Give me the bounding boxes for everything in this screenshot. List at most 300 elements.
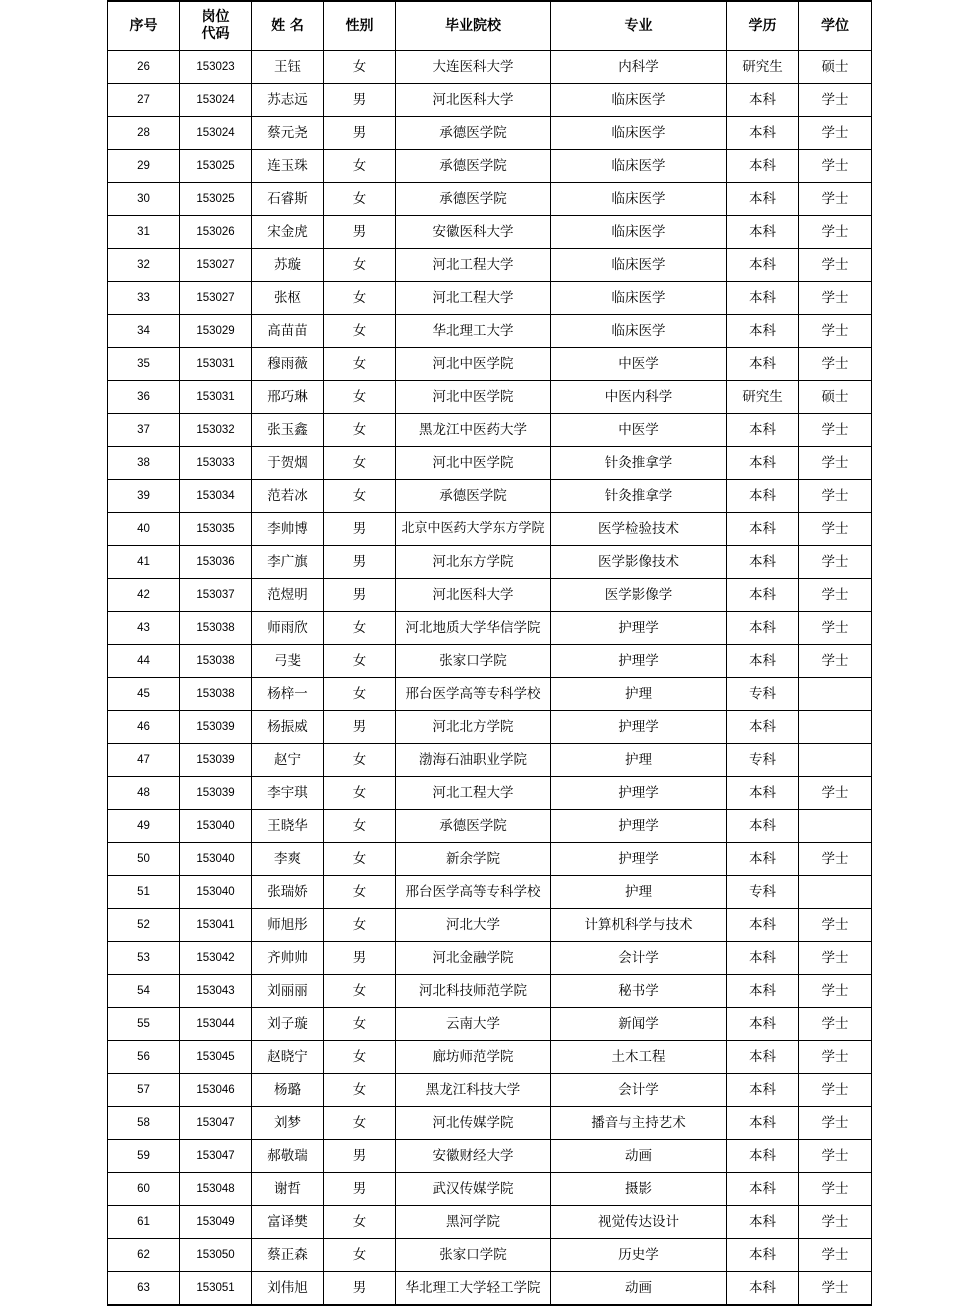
table-row	[108, 216, 872, 249]
cell-gender: 女	[324, 1239, 396, 1272]
cell-code: 153040	[180, 843, 252, 876]
cell-code: 153047	[180, 1140, 252, 1173]
cell-code: 153046	[180, 1074, 252, 1107]
cell-code: 153024	[180, 84, 252, 117]
cell-major: 临床医学	[551, 216, 727, 249]
cell-code: 153025	[180, 183, 252, 216]
cell-education: 本科	[727, 1008, 799, 1041]
cell-education: 本科	[727, 909, 799, 942]
cell-degree: 学士	[799, 1107, 872, 1140]
cell-name: 刘丽丽	[252, 975, 324, 1008]
cell-major: 临床医学	[551, 117, 727, 150]
cell-seq: 49	[108, 810, 180, 843]
cell-major: 临床医学	[551, 249, 727, 282]
table-row	[108, 711, 872, 744]
table-row	[108, 546, 872, 579]
table-row	[108, 612, 872, 645]
cell-degree: 学士	[799, 612, 872, 645]
cell-degree: 学士	[799, 579, 872, 612]
cell-name: 范若冰	[252, 480, 324, 513]
table-row	[108, 315, 872, 348]
cell-degree: 学士	[799, 975, 872, 1008]
cell-name: 杨璐	[252, 1074, 324, 1107]
cell-degree: 硕士	[799, 381, 872, 414]
cell-gender: 男	[324, 546, 396, 579]
cell-education: 本科	[727, 1206, 799, 1239]
cell-code: 153039	[180, 711, 252, 744]
cell-code: 153051	[180, 1272, 252, 1306]
cell-education: 本科	[727, 348, 799, 381]
cell-seq: 51	[108, 876, 180, 909]
cell-name: 杨梓一	[252, 678, 324, 711]
cell-degree: 学士	[799, 1041, 872, 1074]
cell-name: 王晓华	[252, 810, 324, 843]
cell-school: 河北金融学院	[396, 942, 551, 975]
table-row	[108, 1041, 872, 1074]
cell-seq: 30	[108, 183, 180, 216]
cell-gender: 女	[324, 447, 396, 480]
cell-gender: 女	[324, 1074, 396, 1107]
cell-degree: 学士	[799, 282, 872, 315]
cell-education: 本科	[727, 1140, 799, 1173]
cell-education: 专科	[727, 744, 799, 777]
cell-code: 153029	[180, 315, 252, 348]
cell-major: 历史学	[551, 1239, 727, 1272]
cell-degree: 学士	[799, 150, 872, 183]
cell-code: 153036	[180, 546, 252, 579]
cell-degree: 学士	[799, 216, 872, 249]
cell-name: 弓斐	[252, 645, 324, 678]
cell-seq: 50	[108, 843, 180, 876]
cell-major: 新闻学	[551, 1008, 727, 1041]
cell-name: 张枢	[252, 282, 324, 315]
cell-name: 刘子璇	[252, 1008, 324, 1041]
cell-degree: 学士	[799, 315, 872, 348]
header-code-line1: 岗位	[201, 9, 230, 25]
cell-code: 153043	[180, 975, 252, 1008]
cell-gender: 女	[324, 975, 396, 1008]
cell-education: 本科	[727, 1074, 799, 1107]
cell-code: 153038	[180, 612, 252, 645]
cell-degree: 学士	[799, 1008, 872, 1041]
table-row	[108, 348, 872, 381]
table-row	[108, 513, 872, 546]
cell-seq: 54	[108, 975, 180, 1008]
cell-school: 渤海石油职业学院	[396, 744, 551, 777]
cell-major: 播音与主持艺术	[551, 1107, 727, 1140]
cell-school: 河北工程大学	[396, 777, 551, 810]
cell-school: 承德医学院	[396, 150, 551, 183]
cell-degree: 学士	[799, 117, 872, 150]
cell-name: 李爽	[252, 843, 324, 876]
table-row	[108, 678, 872, 711]
cell-school: 安徽财经大学	[396, 1140, 551, 1173]
cell-seq: 61	[108, 1206, 180, 1239]
cell-major: 土木工程	[551, 1041, 727, 1074]
cell-degree	[799, 744, 872, 777]
table-row	[108, 117, 872, 150]
cell-name: 蔡正森	[252, 1239, 324, 1272]
cell-gender: 男	[324, 579, 396, 612]
cell-name: 穆雨薇	[252, 348, 324, 381]
cell-major: 动画	[551, 1140, 727, 1173]
cell-school: 华北理工大学	[396, 315, 551, 348]
cell-gender: 女	[324, 810, 396, 843]
cell-education: 本科	[727, 975, 799, 1008]
cell-gender: 女	[324, 348, 396, 381]
cell-major: 护理学	[551, 612, 727, 645]
table-row	[108, 876, 872, 909]
cell-school: 承德医学院	[396, 183, 551, 216]
cell-code: 153044	[180, 1008, 252, 1041]
cell-gender: 女	[324, 1107, 396, 1140]
cell-seq: 32	[108, 249, 180, 282]
header-gender: 性别	[324, 1, 396, 51]
cell-education: 研究生	[727, 381, 799, 414]
cell-seq: 62	[108, 1239, 180, 1272]
cell-seq: 27	[108, 84, 180, 117]
cell-major: 医学影像学	[551, 579, 727, 612]
header-name: 姓 名	[252, 1, 324, 51]
cell-name: 蔡元尧	[252, 117, 324, 150]
cell-education: 本科	[727, 579, 799, 612]
cell-major: 摄影	[551, 1173, 727, 1206]
cell-code: 153026	[180, 216, 252, 249]
cell-school: 河北科技师范学院	[396, 975, 551, 1008]
cell-education: 本科	[727, 777, 799, 810]
table-body	[108, 51, 872, 1306]
cell-degree: 学士	[799, 348, 872, 381]
cell-major: 针灸推拿学	[551, 447, 727, 480]
cell-school: 河北地质大学华信学院	[396, 612, 551, 645]
table-row	[108, 51, 872, 84]
header-degree: 学位	[799, 1, 872, 51]
cell-education: 本科	[727, 480, 799, 513]
cell-major: 医学检验技术	[551, 513, 727, 546]
cell-name: 苏志远	[252, 84, 324, 117]
table-row	[108, 414, 872, 447]
cell-code: 153037	[180, 579, 252, 612]
cell-school: 河北医科大学	[396, 579, 551, 612]
cell-name: 谢哲	[252, 1173, 324, 1206]
cell-name: 赵宁	[252, 744, 324, 777]
cell-gender: 女	[324, 381, 396, 414]
cell-education: 本科	[727, 1272, 799, 1306]
cell-education: 本科	[727, 513, 799, 546]
cell-degree: 学士	[799, 1239, 872, 1272]
cell-education: 本科	[727, 810, 799, 843]
table-row	[108, 645, 872, 678]
cell-education: 本科	[727, 1041, 799, 1074]
cell-major: 视觉传达设计	[551, 1206, 727, 1239]
cell-school: 河北医科大学	[396, 84, 551, 117]
cell-degree: 学士	[799, 480, 872, 513]
cell-school: 华北理工大学轻工学院	[396, 1272, 551, 1306]
roster-table	[107, 0, 872, 1306]
cell-school: 云南大学	[396, 1008, 551, 1041]
cell-education: 本科	[727, 711, 799, 744]
cell-seq: 34	[108, 315, 180, 348]
cell-degree: 学士	[799, 645, 872, 678]
cell-school: 武汉传媒学院	[396, 1173, 551, 1206]
header-school: 毕业院校	[396, 1, 551, 51]
cell-seq: 44	[108, 645, 180, 678]
cell-major: 临床医学	[551, 183, 727, 216]
cell-gender: 男	[324, 942, 396, 975]
table-row	[108, 909, 872, 942]
cell-degree	[799, 711, 872, 744]
cell-gender: 女	[324, 645, 396, 678]
cell-degree	[799, 810, 872, 843]
cell-name: 邢巧琳	[252, 381, 324, 414]
cell-gender: 男	[324, 84, 396, 117]
cell-code: 153041	[180, 909, 252, 942]
cell-seq: 53	[108, 942, 180, 975]
cell-gender: 男	[324, 1173, 396, 1206]
cell-seq: 59	[108, 1140, 180, 1173]
table-row	[108, 843, 872, 876]
cell-gender: 女	[324, 876, 396, 909]
cell-code: 153048	[180, 1173, 252, 1206]
cell-degree: 学士	[799, 447, 872, 480]
cell-school: 河北工程大学	[396, 249, 551, 282]
cell-school: 邢台医学高等专科学校	[396, 678, 551, 711]
cell-school: 河北大学	[396, 909, 551, 942]
cell-name: 李宇琪	[252, 777, 324, 810]
cell-seq: 56	[108, 1041, 180, 1074]
header-seq: 序号	[108, 1, 180, 51]
cell-name: 李帅博	[252, 513, 324, 546]
cell-education: 本科	[727, 84, 799, 117]
cell-school: 新余学院	[396, 843, 551, 876]
cell-major: 计算机科学与技术	[551, 909, 727, 942]
cell-name: 范煜明	[252, 579, 324, 612]
header-code	[180, 1, 252, 51]
cell-gender: 女	[324, 480, 396, 513]
table-row	[108, 1140, 872, 1173]
cell-gender: 男	[324, 1140, 396, 1173]
cell-code: 153035	[180, 513, 252, 546]
table-row	[108, 249, 872, 282]
cell-seq: 52	[108, 909, 180, 942]
cell-seq: 26	[108, 51, 180, 84]
cell-major: 动画	[551, 1272, 727, 1306]
cell-seq: 38	[108, 447, 180, 480]
table-row	[108, 1272, 872, 1306]
cell-major: 内科学	[551, 51, 727, 84]
cell-code: 153042	[180, 942, 252, 975]
table-row	[108, 1173, 872, 1206]
cell-degree	[799, 876, 872, 909]
cell-school: 承德医学院	[396, 810, 551, 843]
cell-degree: 学士	[799, 513, 872, 546]
cell-name: 富译樊	[252, 1206, 324, 1239]
cell-name: 张瑞娇	[252, 876, 324, 909]
table-row	[108, 480, 872, 513]
cell-name: 宋金虎	[252, 216, 324, 249]
table-row	[108, 1107, 872, 1140]
cell-gender: 男	[324, 711, 396, 744]
cell-major: 医学影像技术	[551, 546, 727, 579]
cell-code: 153040	[180, 810, 252, 843]
header-code-line2: 代码	[201, 26, 230, 42]
cell-name: 赵晓宁	[252, 1041, 324, 1074]
cell-name: 高苗苗	[252, 315, 324, 348]
cell-seq: 36	[108, 381, 180, 414]
cell-gender: 女	[324, 414, 396, 447]
cell-major: 临床医学	[551, 84, 727, 117]
cell-seq: 46	[108, 711, 180, 744]
table-row	[108, 150, 872, 183]
cell-seq: 33	[108, 282, 180, 315]
cell-school: 张家口学院	[396, 1239, 551, 1272]
cell-code: 153039	[180, 744, 252, 777]
cell-education: 本科	[727, 117, 799, 150]
cell-school: 黑龙江中医药大学	[396, 414, 551, 447]
table-row	[108, 579, 872, 612]
cell-seq: 43	[108, 612, 180, 645]
cell-code: 153050	[180, 1239, 252, 1272]
cell-seq: 55	[108, 1008, 180, 1041]
cell-seq: 45	[108, 678, 180, 711]
cell-major: 护理	[551, 876, 727, 909]
cell-code: 153025	[180, 150, 252, 183]
cell-major: 中医学	[551, 348, 727, 381]
cell-name: 苏璇	[252, 249, 324, 282]
table-row	[108, 810, 872, 843]
cell-major: 护理学	[551, 711, 727, 744]
cell-gender: 女	[324, 612, 396, 645]
cell-school: 河北中医学院	[396, 381, 551, 414]
cell-seq: 47	[108, 744, 180, 777]
cell-code: 153045	[180, 1041, 252, 1074]
cell-name: 师雨欣	[252, 612, 324, 645]
cell-gender: 女	[324, 777, 396, 810]
cell-education: 本科	[727, 843, 799, 876]
cell-school: 北京中医药大学东方学院	[396, 513, 551, 546]
cell-name: 郝敬瑞	[252, 1140, 324, 1173]
cell-major: 临床医学	[551, 315, 727, 348]
table-row	[108, 183, 872, 216]
cell-seq: 41	[108, 546, 180, 579]
cell-seq: 42	[108, 579, 180, 612]
header-row	[108, 1, 872, 51]
cell-major: 会计学	[551, 942, 727, 975]
cell-name: 石睿斯	[252, 183, 324, 216]
cell-school: 张家口学院	[396, 645, 551, 678]
cell-seq: 39	[108, 480, 180, 513]
cell-degree: 学士	[799, 942, 872, 975]
cell-gender: 女	[324, 1206, 396, 1239]
cell-degree: 学士	[799, 546, 872, 579]
cell-education: 专科	[727, 678, 799, 711]
cell-degree: 学士	[799, 1206, 872, 1239]
cell-gender: 女	[324, 51, 396, 84]
cell-major: 护理学	[551, 810, 727, 843]
header-major: 专业	[551, 1, 727, 51]
table-row	[108, 1008, 872, 1041]
cell-gender: 男	[324, 216, 396, 249]
cell-education: 本科	[727, 645, 799, 678]
cell-education: 本科	[727, 1107, 799, 1140]
cell-major: 护理学	[551, 645, 727, 678]
cell-seq: 60	[108, 1173, 180, 1206]
cell-school: 邢台医学高等专科学校	[396, 876, 551, 909]
cell-gender: 女	[324, 1041, 396, 1074]
cell-education: 本科	[727, 942, 799, 975]
cell-gender: 女	[324, 909, 396, 942]
cell-education: 本科	[727, 1239, 799, 1272]
cell-seq: 57	[108, 1074, 180, 1107]
cell-school: 河北中医学院	[396, 348, 551, 381]
cell-gender: 女	[324, 315, 396, 348]
cell-degree	[799, 678, 872, 711]
cell-name: 刘伟旭	[252, 1272, 324, 1306]
table-row	[108, 282, 872, 315]
table-row	[108, 1206, 872, 1239]
cell-major: 中医学	[551, 414, 727, 447]
cell-degree: 学士	[799, 777, 872, 810]
cell-gender: 女	[324, 282, 396, 315]
table-row	[108, 942, 872, 975]
cell-name: 李广旗	[252, 546, 324, 579]
cell-major: 临床医学	[551, 150, 727, 183]
cell-code: 153038	[180, 678, 252, 711]
cell-school: 黑龙江科技大学	[396, 1074, 551, 1107]
cell-gender: 男	[324, 513, 396, 546]
cell-code: 153032	[180, 414, 252, 447]
cell-degree: 学士	[799, 84, 872, 117]
cell-seq: 40	[108, 513, 180, 546]
cell-major: 会计学	[551, 1074, 727, 1107]
cell-education: 本科	[727, 612, 799, 645]
cell-code: 153034	[180, 480, 252, 513]
cell-seq: 48	[108, 777, 180, 810]
cell-school: 河北北方学院	[396, 711, 551, 744]
cell-gender: 女	[324, 843, 396, 876]
cell-code: 153033	[180, 447, 252, 480]
cell-education: 专科	[727, 876, 799, 909]
cell-education: 本科	[727, 447, 799, 480]
cell-major: 秘书学	[551, 975, 727, 1008]
cell-degree: 硕士	[799, 51, 872, 84]
table-row	[108, 447, 872, 480]
cell-code: 153038	[180, 645, 252, 678]
cell-school: 廊坊师范学院	[396, 1041, 551, 1074]
cell-name: 张玉鑫	[252, 414, 324, 447]
cell-gender: 女	[324, 183, 396, 216]
cell-gender: 女	[324, 249, 396, 282]
cell-code: 153031	[180, 348, 252, 381]
cell-major: 临床医学	[551, 282, 727, 315]
cell-gender: 女	[324, 1008, 396, 1041]
cell-education: 本科	[727, 216, 799, 249]
cell-seq: 29	[108, 150, 180, 183]
cell-degree: 学士	[799, 909, 872, 942]
cell-name: 师旭彤	[252, 909, 324, 942]
table-row	[108, 777, 872, 810]
cell-degree: 学士	[799, 1272, 872, 1306]
cell-school: 承德医学院	[396, 117, 551, 150]
cell-school: 河北工程大学	[396, 282, 551, 315]
cell-education: 本科	[727, 282, 799, 315]
cell-seq: 37	[108, 414, 180, 447]
cell-code: 153040	[180, 876, 252, 909]
cell-major: 护理学	[551, 843, 727, 876]
cell-education: 本科	[727, 546, 799, 579]
cell-code: 153024	[180, 117, 252, 150]
cell-name: 杨振威	[252, 711, 324, 744]
